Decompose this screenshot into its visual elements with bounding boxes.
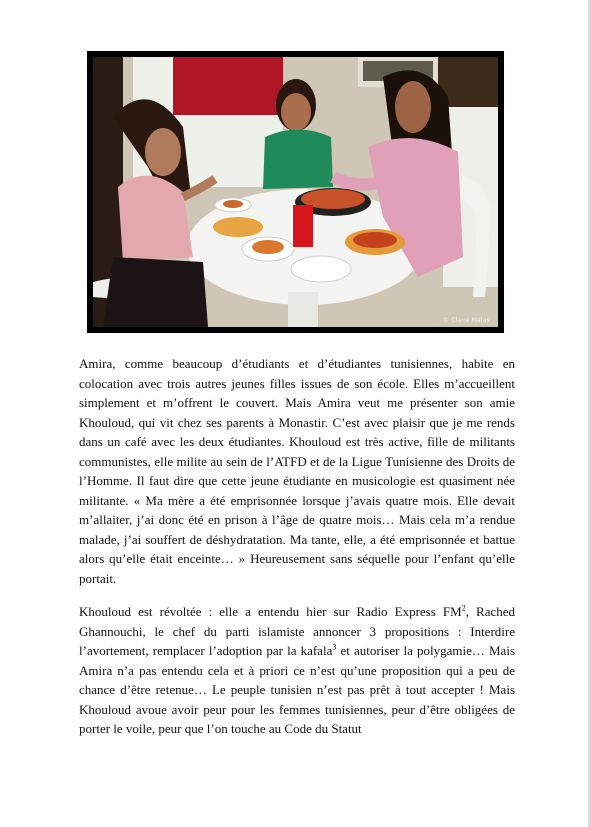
paragraph-2 bbox=[79, 602, 515, 739]
photo bbox=[93, 57, 498, 327]
photo-credit: © Claire Malas bbox=[442, 317, 490, 324]
paragraph-1-text: Amira, comme beaucoup d’étudiants et d’étudiantes tunisiennes, habite en colocation avec trois autres jeunes filles issues de son école. Elles m’accueillent simplement et m’offrent le couvert. Mais Amira veut me présenter son amie Khouloud, qui vit chez ses parents à Monastir. C’est avec plaisir que je me rends dans un café avec les deux étudiantes. Khouloud est très active, fille de militants communistes, elle milite au sein de l’ATFD et de la Ligue Tunisienne des Droits de l’Homme. Il faut dire que cette jeune étudiante en musicologie est quasiment née militante. « Ma mère a été emprisonnée lorsque j’avais quatre mois. Elle devait m’allaiter, j’ai donc été en prison à l’âge de quatre mois… Mais cela m’a rendue malade, j’ai souffert de déshydratation. Ma tante, elle, a été emprisonnée et battue alors qu’elle était enceinte… » Heureusement sans séquelle pour l’enfant qu’elle portait. bbox=[79, 356, 515, 586]
paragraph-2-part-a: Khouloud est révoltée : elle a entendu hier sur Radio Express FM bbox=[79, 604, 462, 619]
paragraph-2-part-c: et autoriser la polygamie… Mais Amira n’a pas entendu cela et à priori ce n’est qu’une proposition qui a peu de chance d’être retenue… Le peuple tunisien n’est pas prêt à tout accepter ! Mais Khouloud avoue avoir peur pour les femmes tunisiennes, peur d’être obligées de porter le voile, peur que l’on touche au Code du Statut bbox=[79, 643, 516, 736]
paragraph-2-part-b: , Rached Ghannouchi, le chef du parti islamiste annoncer 3 propositions : Interdire l’avortement, remplacer l’adoption par la kafala bbox=[79, 604, 516, 658]
paragraph-2-text bbox=[79, 602, 515, 739]
paragraph-1 bbox=[79, 354, 515, 588]
photo-frame bbox=[87, 51, 504, 333]
photo-illustration bbox=[93, 57, 498, 327]
footnote-ref-3[interactable]: 3 bbox=[332, 642, 337, 652]
footnote-ref-2[interactable]: 2 bbox=[461, 603, 466, 613]
